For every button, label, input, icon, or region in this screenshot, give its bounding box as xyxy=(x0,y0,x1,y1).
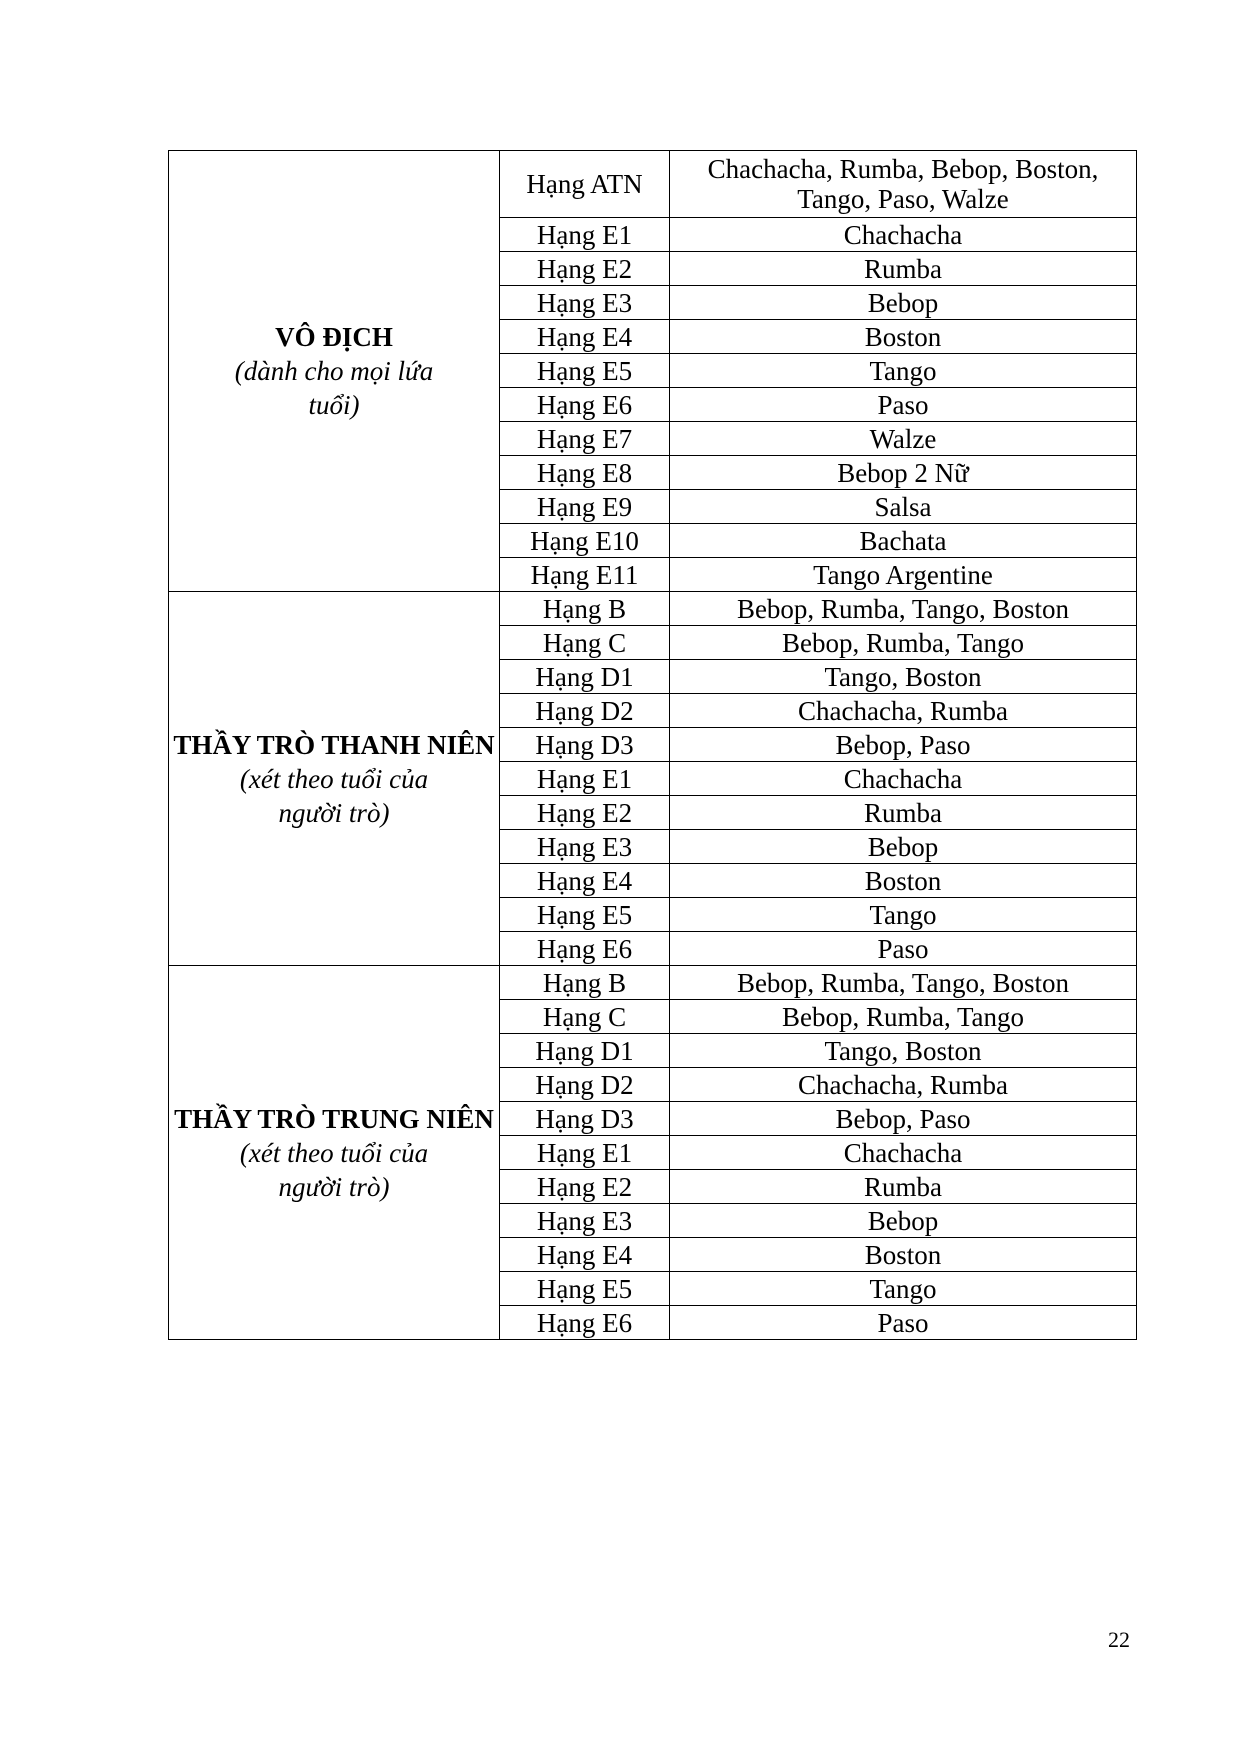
class-cell: Hạng E8 xyxy=(500,456,670,490)
category-cell xyxy=(169,151,500,592)
dances-cell: Rumba xyxy=(670,796,1137,830)
class-cell: Hạng B xyxy=(500,592,670,626)
class-cell: Hạng E7 xyxy=(500,422,670,456)
dances-cell: Chachacha, Rumba xyxy=(670,1068,1137,1102)
dances-cell: Tango, Boston xyxy=(670,1034,1137,1068)
dances-cell: Rumba xyxy=(670,252,1137,286)
dances-cell: Bebop xyxy=(670,1204,1137,1238)
class-cell: Hạng D2 xyxy=(500,694,670,728)
dances-cell: Boston xyxy=(670,1238,1137,1272)
class-cell: Hạng C xyxy=(500,626,670,660)
dances-cell: Bebop, Rumba, Tango xyxy=(670,1000,1137,1034)
dances-cell: Salsa xyxy=(670,490,1137,524)
class-cell: Hạng B xyxy=(500,966,670,1000)
dances-cell: Walze xyxy=(670,422,1137,456)
class-cell: Hạng D3 xyxy=(500,728,670,762)
dances-cell: Bachata xyxy=(670,524,1137,558)
class-cell: Hạng E6 xyxy=(500,932,670,966)
dances-cell: Tango, Boston xyxy=(670,660,1137,694)
category-cell xyxy=(169,966,500,1340)
dances-cell: Chachacha, Rumba, Bebop, Boston, Tango, Paso, Walze xyxy=(670,151,1137,218)
class-cell: Hạng ATN xyxy=(500,151,670,218)
class-cell: Hạng D1 xyxy=(500,1034,670,1068)
dances-cell: Chachacha xyxy=(670,762,1137,796)
class-cell: Hạng E4 xyxy=(500,320,670,354)
category-title: THẦY TRÒ TRUNG NIÊN xyxy=(174,1103,494,1134)
category-subtitle: (dành cho mọi lứa tuổi) xyxy=(234,356,434,420)
dances-cell: Bebop, Paso xyxy=(670,1102,1137,1136)
class-cell: Hạng E4 xyxy=(500,864,670,898)
dances-cell: Bebop 2 Nữ xyxy=(670,456,1137,490)
class-cell: Hạng E9 xyxy=(500,490,670,524)
dances-cell: Bebop, Rumba, Tango, Boston xyxy=(670,592,1137,626)
class-cell: Hạng D1 xyxy=(500,660,670,694)
class-cell: Hạng E2 xyxy=(500,252,670,286)
dances-cell: Boston xyxy=(670,864,1137,898)
dances-cell: Tango xyxy=(670,354,1137,388)
class-cell: Hạng E5 xyxy=(500,1272,670,1306)
class-cell: Hạng E5 xyxy=(500,354,670,388)
page-number: 22 xyxy=(1108,1627,1130,1652)
class-cell: Hạng E1 xyxy=(500,218,670,252)
table-row xyxy=(169,966,1137,1000)
category-title: THẦY TRÒ THANH NIÊN xyxy=(173,729,495,760)
dances-cell: Paso xyxy=(670,388,1137,422)
dances-cell: Bebop, Rumba, Tango xyxy=(670,626,1137,660)
dances-cell: Bebop, Rumba, Tango, Boston xyxy=(670,966,1137,1000)
class-cell: Hạng C xyxy=(500,1000,670,1034)
dances-cell: Bebop xyxy=(670,286,1137,320)
dances-cell: Tango Argentine xyxy=(670,558,1137,592)
category-title: VÔ ĐỊCH xyxy=(275,322,393,352)
class-cell: Hạng E3 xyxy=(500,286,670,320)
table-row xyxy=(169,151,1137,218)
class-cell: Hạng E6 xyxy=(500,388,670,422)
category-subtitle: (xét theo tuổi của người trò) xyxy=(239,763,429,828)
category-cell xyxy=(169,592,500,966)
dances-cell: Bebop, Paso xyxy=(670,728,1137,762)
dances-cell: Paso xyxy=(670,932,1137,966)
category-subtitle: (xét theo tuổi của người trò) xyxy=(239,1137,429,1202)
class-cell: Hạng E1 xyxy=(500,1136,670,1170)
table-row xyxy=(169,592,1137,626)
dances-cell: Paso xyxy=(670,1306,1137,1340)
class-cell: Hạng E10 xyxy=(500,524,670,558)
class-cell: Hạng E6 xyxy=(500,1306,670,1340)
competition-table xyxy=(168,150,1137,1340)
dances-cell: Chachacha xyxy=(670,218,1137,252)
class-cell: Hạng D3 xyxy=(500,1102,670,1136)
class-cell: Hạng E2 xyxy=(500,796,670,830)
competition-table-body xyxy=(169,151,1137,1340)
class-cell: Hạng E11 xyxy=(500,558,670,592)
dances-cell: Bebop xyxy=(670,830,1137,864)
dances-cell: Boston xyxy=(670,320,1137,354)
dances-cell: Chachacha, Rumba xyxy=(670,694,1137,728)
class-cell: Hạng E3 xyxy=(500,830,670,864)
class-cell: Hạng E1 xyxy=(500,762,670,796)
dances-cell: Rumba xyxy=(670,1170,1137,1204)
dances-cell: Tango xyxy=(670,898,1137,932)
class-cell: Hạng E4 xyxy=(500,1238,670,1272)
dances-cell: Chachacha xyxy=(670,1136,1137,1170)
class-cell: Hạng E2 xyxy=(500,1170,670,1204)
class-cell: Hạng E5 xyxy=(500,898,670,932)
dances-cell: Tango xyxy=(670,1272,1137,1306)
class-cell: Hạng D2 xyxy=(500,1068,670,1102)
class-cell: Hạng E3 xyxy=(500,1204,670,1238)
